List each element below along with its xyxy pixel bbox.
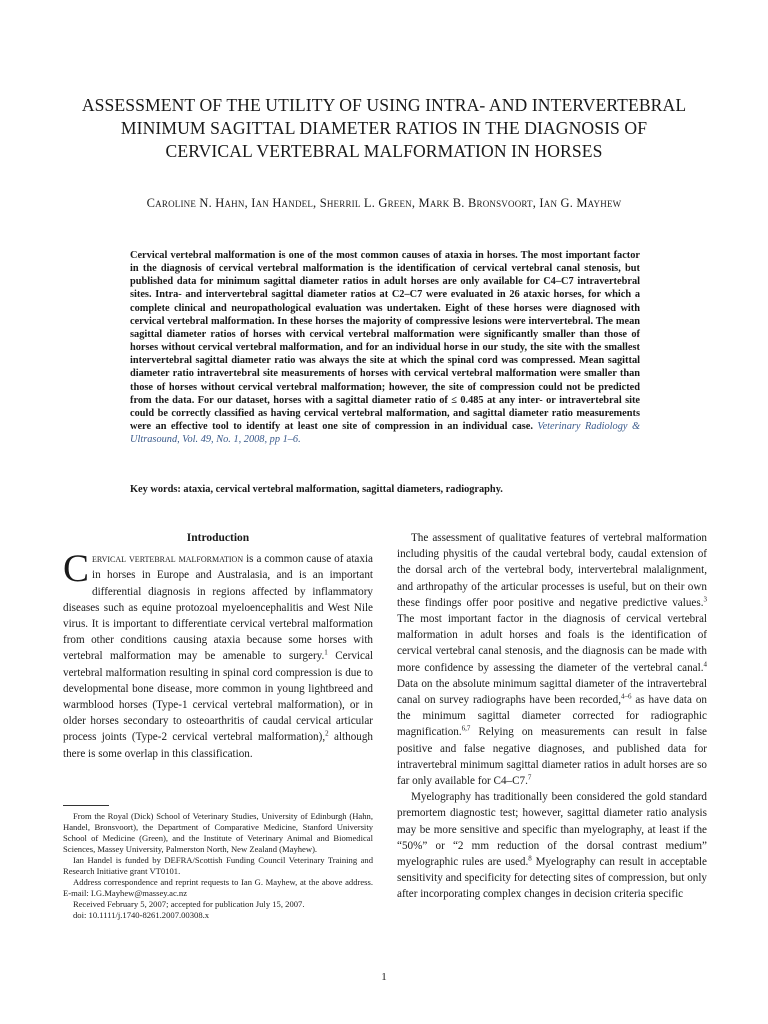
article-title bbox=[40, 94, 728, 163]
intro-text: is a common cause of ataxia in horses in Europe and Australasia, and is an important differential diagnosis in regions affected by inflammatory diseases such as equine protozoal myeloencephalitis and West Nile virus. It is important to differentiate cervical vertebral malformation from other conditions causing ataxia because some horses with vertebral malformation may be amenable to surgery. bbox=[63, 553, 373, 663]
intro-paragraph bbox=[63, 547, 373, 762]
abstract bbox=[130, 249, 640, 446]
right-column bbox=[397, 530, 707, 903]
keywords: Key words: ataxia, cervical vertebral malformation, sagittal diameters, radiography. bbox=[130, 484, 503, 495]
reference-link[interactable]: 2 bbox=[325, 729, 329, 738]
footnote-received: Received February 5, 2007; accepted for publication July 15, 2007. bbox=[73, 899, 305, 909]
body-text: as have data on the minimum sagittal diameter corrected for radiographic magnification. bbox=[397, 694, 707, 739]
reference-link[interactable]: 3 bbox=[703, 595, 707, 604]
leq-symbol: ≤ bbox=[451, 394, 457, 406]
page-number: 1 bbox=[381, 971, 387, 983]
title-line: ASSESSMENT OF THE UTILITY OF USING INTRA- AND INTERVERTEBRAL bbox=[81, 95, 687, 115]
body-text: Myelography has traditionally been considered the gold standard premortem diagnostic test; however, sagittal diameter ratio analysis may be more sensitive and specific than myelography, at least if the “50%” or “2 mm reduction of the dorsal contrast medium” myelographic rules are used. bbox=[397, 791, 707, 869]
body-text: Relying on measurements can result in false positive and false negative diagnoses, and published data for intravertebral minimum sagittal diameter ratios in adult horses are so far only available for C4–C7. bbox=[397, 726, 707, 788]
footnote-correspondence: Address correspondence and reprint requests to Ian G. Mayhew, at the above address. E-mail: I.G.Mayhew@massey.ac.nz bbox=[63, 877, 373, 898]
footnote-funding: Ian Handel is funded by DEFRA/Scottish Funding Council Veterinary Training and Research Initiative grant VT0101. bbox=[63, 855, 373, 876]
reference-link[interactable]: 1 bbox=[324, 648, 328, 657]
title-line: CERVICAL VERTEBRAL MALFORMATION IN HORSES bbox=[165, 141, 603, 161]
reference-link[interactable]: 7 bbox=[527, 773, 532, 782]
reference-link[interactable]: 4–6 bbox=[620, 692, 632, 701]
body-paragraph bbox=[397, 789, 707, 902]
body-text: Myelography can result in acceptable sensitivity and specificity for detecting sites of compression, but only after incorporating complex changes in decision criteria specific bbox=[397, 856, 707, 901]
abstract-text: Cervical vertebral malformation is one of the most common causes of ataxia in horses. The most important factor in the diagnosis of cervical vertebral malformation is the identification of cervical vertebral canal stenosis, but published data for minimum sagittal diameter ratios in adult horses are only available for C4–C7 intravertebral sites. Intra- and intervertebral sagittal diameter ratios at C2–C7 were evaluated in 26 ataxic horses, for which a complete clinical and neuropathological evaluation was undertaken. Eight of these horses were diagnosed with cervical vertebral malformation. In these horses the majority of compressive lesions were intervertebral. The mean sagittal diameter ratios of horses with cervical vertebral malformation were significantly smaller than those of horses without cervical vertebral malformation, and for an individual horse in our study, the site with the smallest intervertebral sagittal diameter ratio was always the site at which the spinal cord was compressed. Mean sagittal diameter ratio intravertebral site measurements of horses with cervical vertebral malformation were smaller than those of horses without cervical vertebral malformation; however, the site of compression could not be predicted from the data. For our dataset, horses with a sagittal diameter ratio of bbox=[130, 250, 640, 406]
smallcaps-lead: ervical vertebral malformation bbox=[92, 553, 244, 566]
footnotes bbox=[63, 811, 373, 921]
title-line: MINIMUM SAGITTAL DIAMETER RATIOS IN THE DIAGNOSIS OF bbox=[120, 118, 648, 138]
reference-link[interactable]: 6,7 bbox=[461, 724, 471, 733]
intro-text: Cervical vertebral malformation resulting in spinal cord compression is due to developmental bone disease, more common in young lightbreed and warmblood horses (Type-1 cervical vertebral malformation), or in older horses secondary to osteoarthritis of caudal cervical articular process joints (Type-2 cervical vertebral malformation), bbox=[63, 650, 373, 744]
intro-text: although there is some overlap in this classification. bbox=[63, 731, 373, 760]
body-text: The assessment of qualitative features of vertebral malformation including physitis of the caudal vertebral body, caudal extension of the dorsal arch of the vertebral body, intervertebral malalignment, and arthropathy of the articular processes is useful, but on their own these findings offer poor positive and negative predictive values. bbox=[397, 532, 707, 609]
footnote-divider bbox=[63, 805, 109, 806]
author-list: Caroline N. Hahn, Ian Handel, Sherril L. Green, Mark B. Bronsvoort, Ian G. Mayhew bbox=[146, 196, 622, 210]
section-heading-introduction: Introduction bbox=[186, 532, 250, 544]
left-column bbox=[63, 530, 373, 762]
body-text: The most important factor in the diagnosis of cervical vertebral malformation in adult horses and foals is the identification of cervical vertebral canal stenosis, and the diagnosis can be made with more confidence by assessing the diameter of the vertebral canal. bbox=[397, 613, 707, 674]
footnote-affiliation: From the Royal (Dick) School of Veterinary Studies, University of Edinburgh (Hahn, Handel, Bronsvoort), the Department of Comparative Medicine, Stanford University School of Medicine (Green), and the Institute of Veterinary Animal and Biomedical Sciences, Massey University, Palmerston North, New Zealand (Mayhew). bbox=[63, 811, 373, 854]
body-text: Data on the absolute minimum sagittal diameter of the intravertebral canal on survey radiographs have been recorded, bbox=[397, 677, 707, 707]
abstract-text-cont: 0.485 at any inter- or intravertebral site could be correctly classified as having cervical vertebral malformation, and sagittal diameter ratio measurements were an effective tool to identify at least one site of compression in an individual case. bbox=[130, 394, 641, 433]
journal-citation[interactable]: Veterinary Radiology & Ultrasound, Vol. 49, No. 1, 2008, pp 1–6. bbox=[130, 421, 640, 446]
reference-link[interactable]: 8 bbox=[528, 854, 532, 863]
footnote-doi[interactable]: doi: 10.1111/j.1740-8261.2007.00308.x bbox=[73, 910, 210, 920]
body-paragraph bbox=[397, 530, 707, 789]
drop-cap: C bbox=[63, 547, 90, 591]
reference-link[interactable]: 4 bbox=[703, 659, 707, 668]
